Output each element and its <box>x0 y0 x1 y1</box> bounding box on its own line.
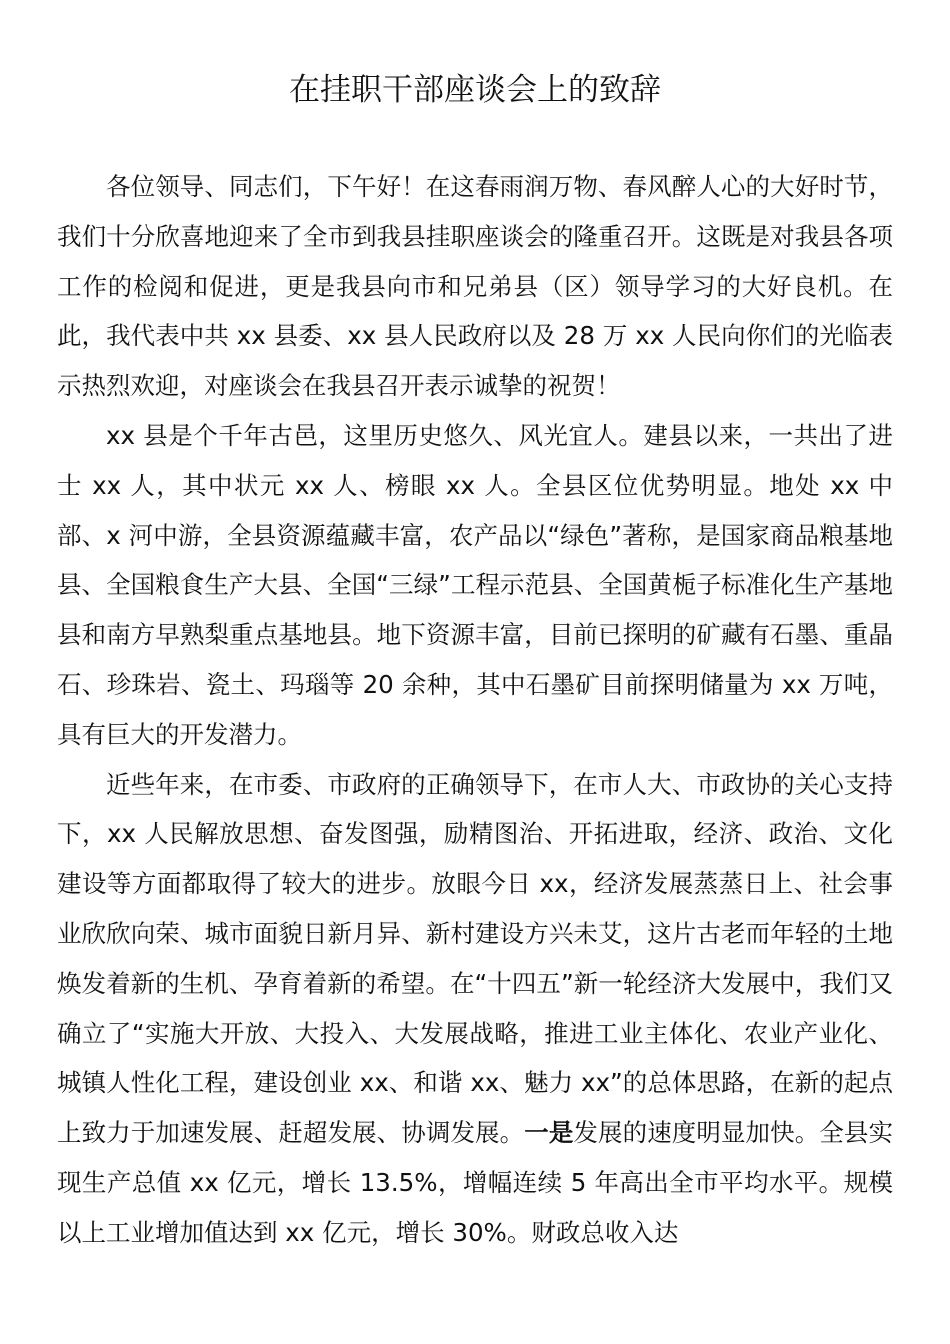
paragraph-greeting: 各位领导、同志们，下午好！在这春雨润万物、春风醉人心的大好时节，我们十分欣喜地迎来了全市到我县挂职座谈会的隆重召开。这既是对我县各项工作的检阅和促进，更是我县向市和兄弟县（区）领导学习的大好良机。在此，我代表中共 xx 县委、xx 县人民政府以及 28 万 xx 人民向你们的光临表示热烈欢迎，对座谈会在我县召开表示诚挚的祝贺！ <box>57 172 893 401</box>
paragraph-development <box>57 760 893 1258</box>
page-title: 在挂职干部座谈会上的致辞 <box>289 72 661 108</box>
paragraph-county-intro: xx 县是个千年古邑，这里历史悠久、风光宜人。建县以来，一共出了进士 xx 人，其中状元 xx 人、榜眼 xx 人。全县区位优势明显。地处 xx 中部、x 河中游，全县资源蕴藏丰富，农产品以“绿色”著称，是国家商品粮基地县、全国粮食生产大县、全国“三绿”工程示范县、全国黄栀子标准化生产基地县和南方早熟梨重点基地县。地下资源丰富，目前已探明的矿藏有石墨、重晶石、珍珠岩、瓷土、玛瑙等 20 余种，其中石墨矿目前探明储量为 xx 万吨，具有巨大的开发潜力。 <box>57 420 893 749</box>
document-body <box>57 162 893 1258</box>
paragraph-development-continued: 发展的速度明显加快。全县实现生产总值 xx 亿元，增长 13.5%，增幅连续 5 年高出全市平均水平。规模以上工业增加值达到 xx 亿元，增长 30%。财政总收入达 <box>57 1118 894 1247</box>
paragraph-development-bold: 一是 <box>524 1118 574 1148</box>
paragraph-development-text: 近些年来，在市委、市政府的正确领导下，在市人大、市政协的关心支持下，xx 人民解放思想、奋发图强，励精图治、开拓进取，经济、政治、文化建设等方面都取得了较大的进步。放眼今日 xx，经济发展蒸蒸日上、社会事业欣欣向荣、城市面貌日新月异、新村建设方兴未艾，这片古老而年轻的土地焕发着新的生机、孕育着新的希望。在“十四五”新一轮经济大发展中，我们又确立了“实施大开放、大投入、大发展战略，推进工业主体化、农业产业化、城镇人性化工程，建设创业 xx、和谐 xx、魅力 xx”的总体思路，在新的起点上致力于加速发展、赶超发展、协调发展。 <box>57 769 893 1148</box>
